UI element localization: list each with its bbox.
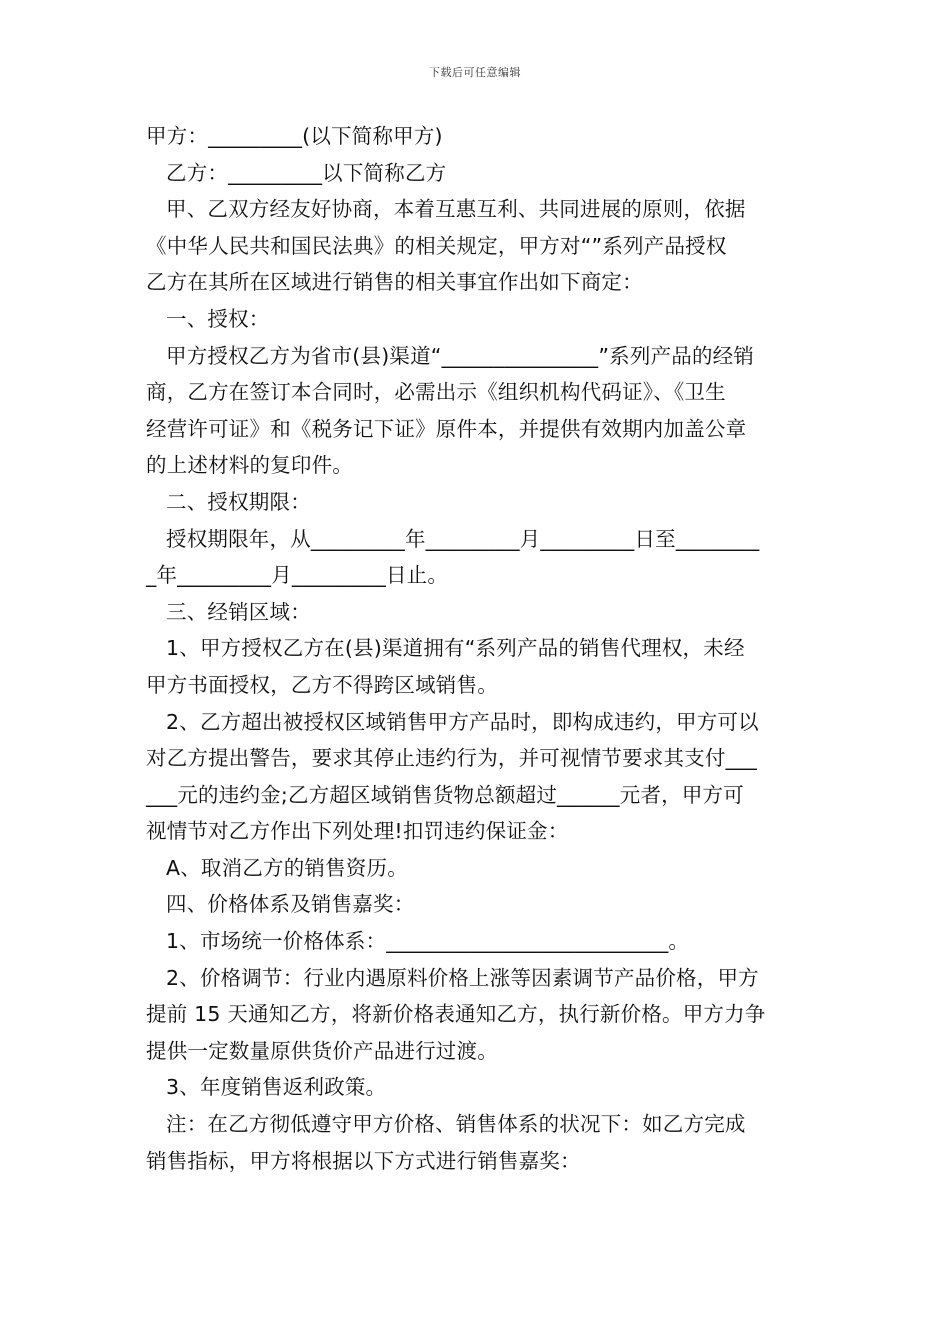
note-line-2: 销售指标，甲方将根据以下方式进行销售嘉奖： (146, 1148, 581, 1173)
region-clause-a: A、取消乙方的销售资历。 (166, 855, 408, 880)
region-clause-2-line-3: ___元的违约金;乙方超区域销售货物总额超过______元者，甲方可 (146, 782, 744, 807)
section-heading-region: 三、经销区域： (166, 599, 311, 624)
section-heading-term: 二、授权期限： (166, 489, 311, 514)
section-heading-pricing: 四、价格体系及销售嘉奖： (166, 892, 415, 917)
authorization-line-1: 甲方授权乙方为省市(县)渠道“_______________”系列产品的经销 (166, 343, 755, 368)
page-header-note: 下载后可任意编辑 (429, 66, 521, 79)
preamble-line-1: 甲、乙双方经友好协商，本着互惠互利、共同进展的原则，依据 (166, 197, 746, 222)
authorization-line-3: 经营许可证》和《税务记下证》原件本，并提供有效期内加盖公章 (146, 416, 747, 441)
region-clause-2-line-4: 视情节对乙方作出下列处理!扣罚违约保证金： (146, 819, 569, 844)
authorization-line-4: 的上述材料的复印件。 (146, 453, 353, 478)
section-heading-authorization: 一、授权： (166, 306, 270, 331)
pricing-clause-2-line-2: 提前 15 天通知乙方，将新价格表通知乙方，执行新价格。甲方力争 (146, 1002, 766, 1027)
region-clause-2-line-1: 2、乙方超出被授权区域销售甲方产品时，即构成违约，甲方可以 (166, 709, 759, 734)
term-line-2: _年_________月_________日止。 (146, 563, 449, 588)
preamble-line-2: 《中华人民共和国民法典》的相关规定，甲方对“”系列产品授权 (146, 233, 727, 258)
preamble-line-3: 乙方在其所在区域进行销售的相关事宜作出如下商定： (146, 270, 643, 295)
region-clause-1-line-2: 甲方书面授权，乙方不得跨区域销售。 (146, 672, 498, 697)
note-line-1: 注：在乙方彻低遵守甲方价格、销售体系的状况下：如乙方完成 (166, 1112, 746, 1137)
pricing-clause-3: 3、年度销售返利政策。 (166, 1075, 387, 1100)
contract-body (146, 118, 808, 1179)
party-b-line: 乙方：_________以下简称乙方 (166, 160, 447, 185)
region-clause-2-line-2: 对乙方提出警告，要求其停止违约行为，并可视情节要求其支付___ (146, 746, 757, 771)
authorization-line-2: 商，乙方在签订本合同时，必需出示《组织机构代码证》、《卫生 (146, 380, 726, 405)
pricing-clause-2-line-3: 提供一定数量原供货价产品进行过渡。 (146, 1038, 498, 1063)
party-a-line: 甲方：_________(以下简称甲方) (146, 124, 443, 148)
pricing-clause-2-line-1: 2、价格调节：行业内遇原料价格上涨等因素调节产品价格，甲方 (166, 965, 759, 990)
term-line-1: 授权期限年，从_________年_________月_________日至________ (166, 526, 760, 551)
pricing-clause-1: 1、市场统一价格体系：___________________________。 (166, 929, 690, 954)
region-clause-1-line-1: 1、甲方授权乙方在(县)渠道拥有“系列产品的销售代理权，未经 (166, 636, 745, 661)
